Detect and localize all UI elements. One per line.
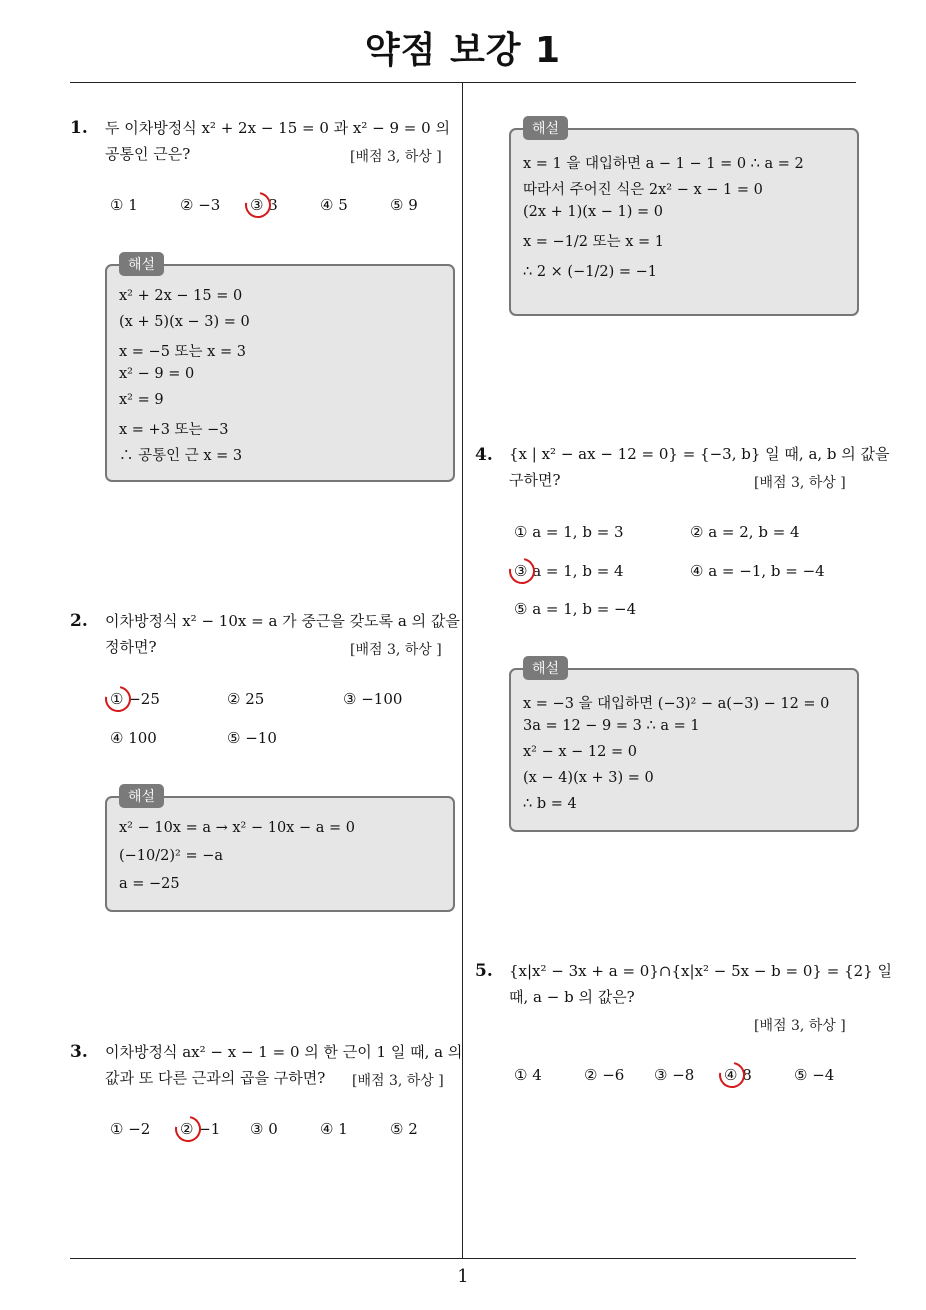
choice-5[interactable]: ⑤ 2 (390, 1120, 418, 1138)
explanation-line: 3a = 12 − 9 = 3 ∴ a = 1 (523, 718, 700, 734)
explanation-line: a = −25 (119, 876, 180, 892)
choice-2[interactable]: ② a = 2, b = 4 (690, 523, 800, 541)
explanation-box (509, 121, 859, 316)
choice-2[interactable]: ② −6 (584, 1066, 625, 1084)
question-number: 1. (70, 118, 88, 138)
score-tag: [배점 3, 하상 ] (350, 149, 442, 165)
explanation-line: x² − 10x = a → x² − 10x − a = 0 (119, 820, 355, 836)
choice-5[interactable]: ⑤ 9 (390, 196, 418, 214)
choice-4[interactable]: ④ 8 (724, 1066, 752, 1084)
explanation-line: (2x + 1)(x − 1) = 0 (523, 204, 663, 220)
choice-5[interactable]: ⑤ −4 (794, 1066, 835, 1084)
column-divider (462, 83, 463, 1258)
choice-1[interactable]: ① −25 (110, 690, 160, 708)
choice-2[interactable]: ② −3 (180, 196, 221, 214)
explanation-line: x = 1 을 대입하면 a − 1 − 1 = 0 ∴ a = 2 (523, 156, 804, 172)
score-tag: [배점 3, 하상 ] (350, 642, 442, 658)
explanation-box (105, 257, 455, 482)
question-number: 3. (70, 1042, 88, 1062)
explanation-box (509, 661, 859, 832)
explanation-line: x = +3 또는 −3 (119, 422, 229, 438)
page-number: 1 (457, 1266, 469, 1287)
answer-mark (100, 681, 136, 717)
explanation-line: ∴ b = 4 (523, 796, 577, 812)
choice-3[interactable]: ③ 0 (250, 1120, 278, 1138)
answer-mark (504, 553, 540, 589)
explanation-line: (−10/2)² = −a (119, 848, 223, 864)
explanation-line: x² − 9 = 0 (119, 366, 195, 382)
choice-1[interactable]: ① a = 1, b = 3 (514, 523, 624, 541)
answer-mark (714, 1057, 750, 1093)
explanation-line: (x − 4)(x + 3) = 0 (523, 770, 654, 786)
explanation-label: 해설 (119, 252, 164, 276)
answer-mark (240, 187, 276, 223)
explanation-line: x = −3 을 대입하면 (−3)² − a(−3) − 12 = 0 (523, 696, 830, 712)
page-title: 약점 보강 1 (364, 30, 562, 71)
question-text: 정하면? (105, 638, 157, 656)
question-text: {x|x² − 3x + a = 0}∩{x|x² − 5x − b = 0} = {2} 일 (509, 962, 892, 980)
question-text: {x | x² − ax − 12 = 0} = {−3, b} 일 때, a, b 의 값을 (509, 445, 890, 463)
top-rule (70, 82, 856, 83)
bottom-rule (70, 1258, 856, 1259)
question-text: 공통인 근은? (105, 145, 191, 163)
choice-4[interactable]: ④ a = −1, b = −4 (690, 562, 825, 580)
question-number: 5. (475, 961, 493, 981)
explanation-line: x² + 2x − 15 = 0 (119, 288, 243, 304)
question-number: 2. (70, 611, 88, 631)
explanation-line: x = −5 또는 x = 3 (119, 344, 246, 360)
explanation-line: ∴ 2 × (−1/2) = −1 (523, 264, 657, 280)
choice-2[interactable]: ② 25 (227, 690, 265, 708)
score-tag: [배점 3, 하상 ] (754, 1018, 846, 1034)
choice-3[interactable]: ③ a = 1, b = 4 (514, 562, 624, 580)
explanation-label: 해설 (523, 116, 568, 140)
choice-4[interactable]: ④ 5 (320, 196, 348, 214)
question-number: 4. (475, 445, 493, 465)
explanation-line: x² − x − 12 = 0 (523, 744, 637, 760)
choice-5[interactable]: ⑤ a = 1, b = −4 (514, 600, 637, 618)
question-text: 구하면? (509, 471, 561, 489)
score-tag: [배점 3, 하상 ] (754, 475, 846, 491)
answer-mark (170, 1111, 206, 1147)
explanation-box (105, 789, 455, 912)
explanation-label: 해설 (119, 784, 164, 808)
question-text: 두 이차방정식 x² + 2x − 15 = 0 과 x² − 9 = 0 의 (105, 119, 450, 137)
choice-2[interactable]: ② −1 (180, 1120, 221, 1138)
explanation-line: 따라서 주어진 식은 2x² − x − 1 = 0 (523, 182, 763, 198)
score-tag: [배점 3, 하상 ] (352, 1073, 444, 1089)
question-text: 값과 또 다른 근과의 곱을 구하면? (105, 1069, 326, 1087)
question-text: 이차방정식 x² − 10x = a 가 중근을 갖도록 a 의 값을 (105, 612, 460, 630)
explanation-line: x = −1/2 또는 x = 1 (523, 234, 665, 250)
explanation-line: ∴ 공통인 근 x = 3 (119, 448, 243, 464)
question-text: 이차방정식 ax² − x − 1 = 0 의 한 근이 1 일 때, a 의 (105, 1043, 463, 1061)
choice-1[interactable]: ① −2 (110, 1120, 151, 1138)
explanation-line: (x + 5)(x − 3) = 0 (119, 314, 250, 330)
choice-3[interactable]: ③ 3 (250, 196, 278, 214)
choice-1[interactable]: ① 1 (110, 196, 138, 214)
choice-1[interactable]: ① 4 (514, 1066, 542, 1084)
choice-5[interactable]: ⑤ −10 (227, 729, 277, 747)
choice-3[interactable]: ③ −100 (343, 690, 403, 708)
explanation-label: 해설 (523, 656, 568, 680)
choice-4[interactable]: ④ 1 (320, 1120, 348, 1138)
question-text: 때, a − b 의 값은? (509, 988, 635, 1006)
explanation-line: x² = 9 (119, 392, 164, 408)
choice-3[interactable]: ③ −8 (654, 1066, 695, 1084)
choice-4[interactable]: ④ 100 (110, 729, 157, 747)
